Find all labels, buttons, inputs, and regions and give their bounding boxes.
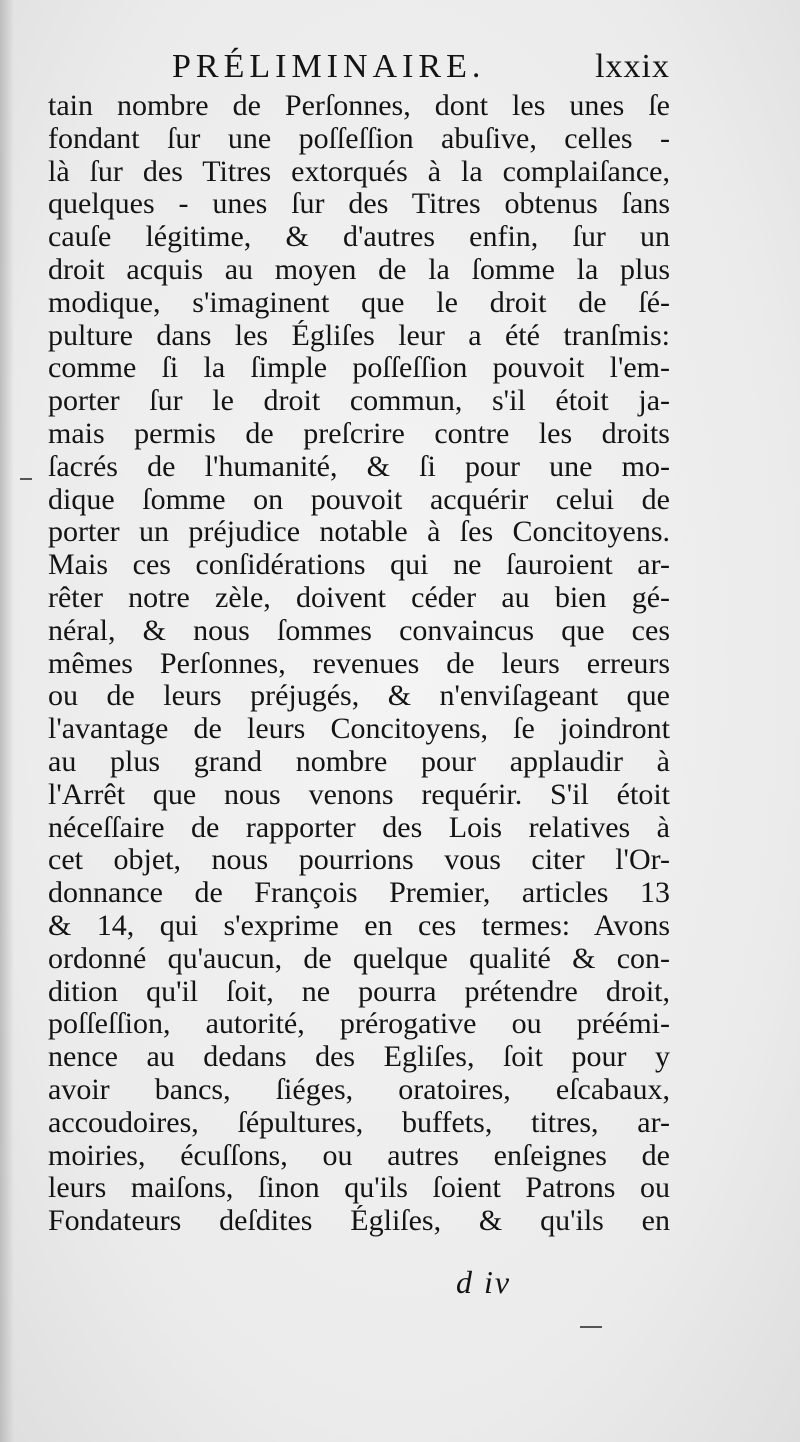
text-line: Fondateurs deſdites Égliſes, & qu'ils en	[48, 1205, 670, 1238]
text-line: porter ſur le droit commun, s'il étoit ja-	[48, 385, 670, 418]
running-title: PRÉLIMINAIRE.	[172, 48, 486, 85]
text-line: ordonné qu'aucun, de quelque qualité & con-	[48, 942, 670, 975]
text-line: tain nombre de Perſonnes, dont les unes ſe	[48, 90, 670, 122]
text-line: quelques - unes ſur des Titres obtenus ſans	[48, 188, 670, 221]
text-line: leurs maiſons, ſinon qu'ils ſoient Patrons ou	[48, 1172, 670, 1205]
page-number: lxxix	[595, 48, 670, 85]
text-line: fondant ſur une poſſeſſion abuſive, celles -	[48, 122, 670, 155]
text-line: l'avantage de leurs Concitoyens, ſe joindront	[48, 713, 670, 746]
running-head	[172, 44, 670, 90]
text-line: droit acquis au moyen de la ſomme la plus	[48, 253, 670, 286]
margin-dash	[20, 478, 32, 480]
text-line: néral, & nous ſommes convaincus que ces	[48, 614, 670, 647]
text-line: mais permis de preſcrire contre les droits	[48, 417, 670, 450]
text-line: néceſſaire de rapporter des Lois relatives à	[48, 811, 670, 844]
text-line: dique ſomme on pouvoit acquérir celui de	[48, 483, 670, 516]
text-line: pulture dans les Égliſes leur a été tranſmis:	[48, 319, 670, 352]
text-line: & 14, qui s'exprime en ces termes: Avons	[48, 909, 670, 942]
text-line: cet objet, nous pourrions vous citer l'Or-	[48, 844, 670, 877]
bottom-dash	[580, 1326, 602, 1328]
text-line: accoudoires, ſépultures, buffets, titres, ar-	[48, 1106, 670, 1139]
text-line: ou de leurs préjugés, & n'enviſageant que	[48, 680, 670, 713]
body-text	[48, 90, 670, 1238]
text-line: là ſur des Titres extorqués à la complaiſance,	[48, 155, 670, 188]
text-line: moiries, écuſſons, ou autres enſeignes de	[48, 1139, 670, 1172]
text-line: au plus grand nombre pour applaudir à	[48, 745, 670, 778]
binding-shadow	[0, 0, 14, 1442]
text-line: modique, s'imaginent que le droit de ſé-	[48, 286, 670, 319]
signature-mark: d iv	[456, 1264, 512, 1300]
text-line: mêmes Perſonnes, revenues de leurs erreurs	[48, 647, 670, 680]
text-line: porter un préjudice notable à ſes Concitoyens.	[48, 516, 670, 549]
text-line: dition qu'il ſoit, ne pourra prétendre droit,	[48, 975, 670, 1008]
text-line: nence au dedans des Egliſes, ſoit pour y	[48, 1041, 670, 1074]
text-line: comme ſi la ſimple poſſeſſion pouvoit l'em-	[48, 352, 670, 385]
text-line: donnance de François Premier, articles 13	[48, 877, 670, 910]
text-line: rêter notre zèle, doivent céder au bien gé-	[48, 581, 670, 614]
text-line: avoir bancs, ſiéges, oratoires, eſcabaux,	[48, 1073, 670, 1106]
text-line: l'Arrêt que nous venons requérir. S'il étoit	[48, 778, 670, 811]
text-line: ſacrés de l'humanité, & ſi pour une mo-	[48, 450, 670, 483]
text-line: cauſe légitime, & d'autres enfin, ſur un	[48, 221, 670, 254]
text-line: Mais ces conſidérations qui ne ſauroient ar-	[48, 549, 670, 582]
text-line: poſſeſſion, autorité, prérogative ou préémi-	[48, 1008, 670, 1041]
